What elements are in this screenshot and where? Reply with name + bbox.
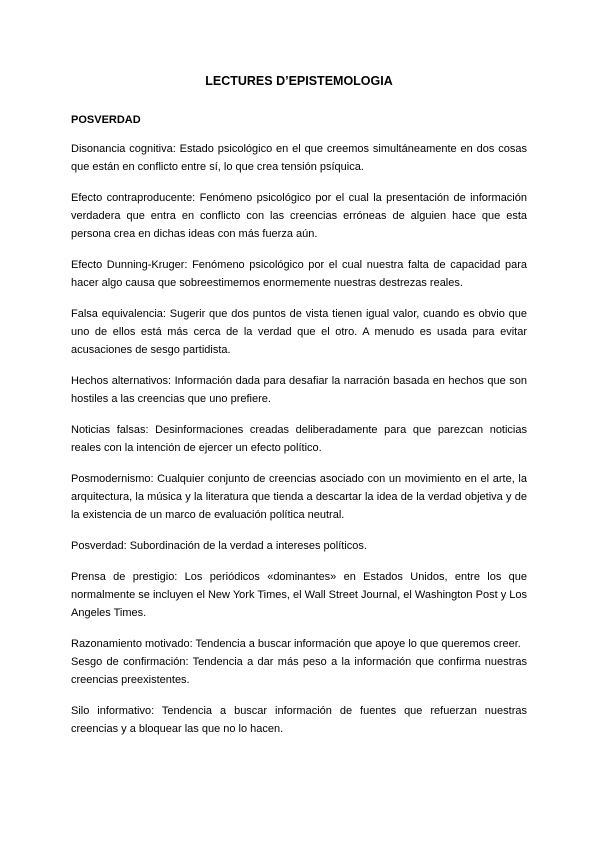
document-title: LECTURES D’EPISTEMOLOGIA bbox=[205, 74, 393, 88]
paragraph-noticias-falsas: Noticias falsas: Desinformaciones creadas deliberadamente para que parezcan noticias reales con la intención de ejercer un efecto político. bbox=[71, 424, 527, 454]
paragraph-hechos-alternativos: Hechos alternativos: Información dada para desafiar la narración basada en hechos que son hostiles a las creencias que uno prefiere. bbox=[71, 375, 527, 405]
paragraph-sesgo-de-confirmacion: Sesgo de confirmación: Tendencia a dar más peso a la información que confirma nuestras creencias preexistentes. bbox=[71, 656, 527, 686]
paragraph-efecto-dunning-kruger: Efecto Dunning-Kruger: Fenómeno psicológico por el cual nuestra falta de capacidad para hacer algo causa que sobreestimemos enormemente nuestras destrezas reales. bbox=[71, 259, 527, 289]
paragraph-posverdad: Posverdad: Subordinación de la verdad a intereses políticos. bbox=[71, 540, 367, 552]
paragraph-razonamiento-motivado: Razonamiento motivado: Tendencia a buscar información que apoye lo que queremos creer. bbox=[71, 638, 521, 650]
paragraph-efecto-contraproducente: Efecto contraproducente: Fenómeno psicológico por el cual la presentación de información verdadera que entra en conflicto con las creencias erróneas de alguien hace que esta persona crea en dichas ideas con más fuerza aún. bbox=[71, 192, 527, 240]
section-heading: POSVERDAD bbox=[71, 114, 141, 126]
document-page bbox=[71, 72, 527, 738]
paragraph-falsa-equivalencia: Falsa equivalencia: Sugerir que dos puntos de vista tienen igual valor, cuando es obvio que uno de ellos está más cerca de la verdad que el otro. A menudo es usada para evitar acusaciones de sesgo partidista. bbox=[71, 308, 527, 356]
paragraph-disonancia-cognitiva: Disonancia cognitiva: Estado psicológico en el que creemos simultáneamente en dos cosas que están en conflicto entre sí, lo que crea tensión psíquica. bbox=[71, 143, 527, 173]
paragraph-silo-informativo: Silo informativo: Tendencia a buscar información de fuentes que refuerzan nuestras creencias y a bloquear las que no lo hacen. bbox=[71, 705, 527, 735]
paragraph-prensa-de-prestigio: Prensa de prestigio: Los periódicos «dominantes» en Estados Unidos, entre los que normalmente se incluyen el New York Times, el Wall Street Journal, el Washington Post y Los Angeles Times. bbox=[71, 571, 527, 619]
paragraph-posmodernismo: Posmodernismo: Cualquier conjunto de creencias asociado con un movimiento en el arte, la arquitectura, la música y la literatura que tienda a descartar la idea de la verdad objetiva y de la existencia de un marco de evaluación política neutral. bbox=[71, 473, 527, 521]
